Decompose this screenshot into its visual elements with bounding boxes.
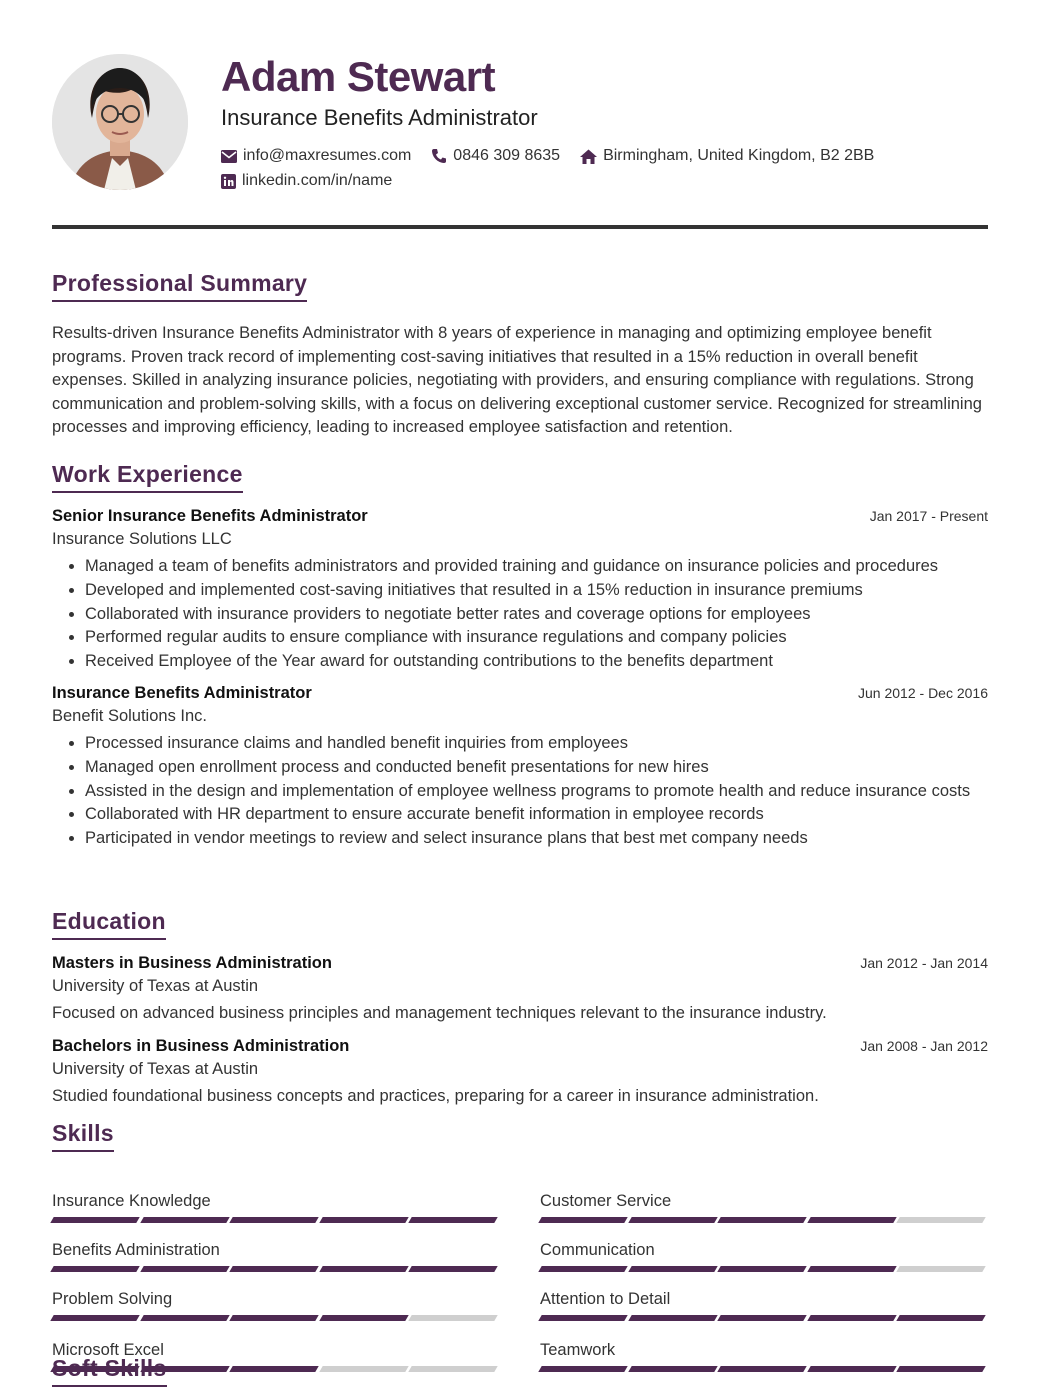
skill-level-segment-filled xyxy=(229,1315,318,1321)
skills-heading: Skills xyxy=(52,1120,114,1152)
linkedin-icon xyxy=(221,174,236,189)
skill-level-segment-filled xyxy=(538,1315,627,1321)
job-bullet: • Developed and implemented cost-saving initiatives that resulted in a 15% reduction in insurance premiums xyxy=(85,579,988,603)
skill-level-segment-filled xyxy=(140,1217,229,1223)
skill-item xyxy=(540,1192,988,1223)
education-heading: Education xyxy=(52,908,166,940)
skill-item xyxy=(52,1290,500,1321)
job-dates: Jun 2012 - Dec 2016 xyxy=(858,684,988,701)
job-bullet: • Processed insurance claims and handled benefit inquiries from employees xyxy=(85,732,988,756)
skill-level-segment-filled xyxy=(717,1217,806,1223)
job-title: Senior Insurance Benefits Administrator xyxy=(52,507,368,525)
job-company: Benefit Solutions Inc. xyxy=(52,706,208,725)
skill-level-segment-filled xyxy=(717,1266,806,1272)
skill-level-segment-filled xyxy=(717,1315,806,1321)
summary-text: Results-driven Insurance Benefits Administrator with 8 years of experience in managing and optimizing employee benefit programs. Proven track record of implementing cost-saving initiatives that resulted in a 15% reduction in overall benefit expenses. Skilled in analyzing insurance policies, negotiating with providers, and ensuring compliance with regulations. Strong communication and problem-solving skills, with a focus on delivering exceptional customer service. Recognized for streamlining processes and improving efficiency, leading to increased employee satisfaction and retention. xyxy=(52,324,982,436)
job-bullet: • Assisted in the design and implementation of employee wellness programs to promote health and reduce insurance costs xyxy=(85,780,988,804)
skill-level-segment-filled xyxy=(140,1266,229,1272)
job-bullets xyxy=(52,555,988,674)
linkedin-text: linkedin.com/in/name xyxy=(242,172,393,189)
skill-level-segment-filled xyxy=(807,1217,896,1223)
skill-level-segment-filled xyxy=(807,1266,896,1272)
skills-section xyxy=(52,1120,988,1359)
skill-level-segment-empty xyxy=(897,1217,986,1223)
skill-level-segment-filled xyxy=(140,1315,229,1321)
candidate-name: Adam Stewart xyxy=(221,53,496,100)
job-title: Insurance Benefits Administrator xyxy=(52,683,312,702)
education-dates: Jan 2008 - Jan 2012 xyxy=(860,1038,988,1054)
school-name: University of Texas at Austin xyxy=(52,1060,259,1078)
skill-level-segment-filled xyxy=(319,1315,408,1321)
email-text: info@maxresumes.com xyxy=(243,147,412,164)
skill-name: Customer Service xyxy=(540,1192,672,1210)
job-bullet: • Managed open enrollment process and conducted benefit presentations for new hires xyxy=(85,756,988,780)
skill-level-segment-filled xyxy=(50,1217,139,1223)
skill-level-segment-filled xyxy=(50,1315,139,1321)
skill-level-bar xyxy=(52,1315,500,1321)
job-bullet: • Received Employee of the Year award for outstanding contributions to the benefits department xyxy=(85,650,988,674)
skill-name: Benefits Administration xyxy=(52,1241,220,1259)
avatar xyxy=(52,54,188,190)
job-bullet: • Performed regular audits to ensure compliance with insurance regulations and company policies xyxy=(85,626,988,650)
education-description: Focused on advanced business principles and management techniques relevant to the insurance industry. xyxy=(52,1004,827,1022)
job-bullet: • Collaborated with insurance providers to negotiate better rates and coverage options for employees xyxy=(85,603,988,627)
skill-level-segment-filled xyxy=(319,1217,408,1223)
skill-name: Problem Solving xyxy=(52,1290,173,1308)
job-bullets xyxy=(52,732,988,851)
education-entry xyxy=(52,1037,988,1106)
education-description: Studied foundational business concepts and practices, preparing for a career in insurance administration. xyxy=(52,1087,819,1105)
phone-icon xyxy=(431,148,447,164)
skill-level-segment-filled xyxy=(807,1315,896,1321)
skill-level-segment-filled xyxy=(229,1266,318,1272)
skill-level-bar xyxy=(52,1266,500,1272)
degree-title: Bachelors in Business Administration xyxy=(52,1037,350,1055)
resume-page xyxy=(52,0,988,1381)
location-text: Birmingham, United Kingdom, B2 2BB xyxy=(603,147,875,164)
skill-level-bar xyxy=(540,1266,988,1272)
skill-level-segment-filled xyxy=(628,1217,717,1223)
envelope-icon xyxy=(221,150,237,163)
skill-name: Microsoft Excel xyxy=(52,1341,164,1359)
job-entry xyxy=(52,507,988,674)
avatar-portrait xyxy=(52,54,188,190)
skill-level-bar xyxy=(540,1217,988,1223)
experience-section xyxy=(52,461,988,851)
skill-name: Attention to Detail xyxy=(540,1290,671,1308)
summary-heading: Professional Summary xyxy=(52,270,307,302)
education-dates: Jan 2012 - Jan 2014 xyxy=(860,955,988,971)
skill-level-segment-filled xyxy=(538,1217,627,1223)
skill-level-segment-filled xyxy=(628,1266,717,1272)
contact-email[interactable] xyxy=(221,147,411,165)
summary-section xyxy=(52,270,988,440)
skill-level-segment-filled xyxy=(409,1217,498,1223)
job-bullet: • Managed a team of benefits administrators and provided training and guidance on insurance policies and procedures xyxy=(85,555,988,579)
skill-name: Teamwork xyxy=(540,1341,616,1359)
school-name: University of Texas at Austin xyxy=(52,977,259,995)
skill-level-segment-filled xyxy=(628,1315,717,1321)
contact-info xyxy=(221,144,894,194)
skill-item xyxy=(540,1290,988,1321)
job-entry xyxy=(52,684,988,851)
contact-linkedin[interactable] xyxy=(221,172,392,190)
skill-name: Insurance Knowledge xyxy=(52,1192,211,1210)
candidate-title: Insurance Benefits Administrator xyxy=(221,105,538,130)
skill-item xyxy=(52,1241,500,1272)
soft-skills-section xyxy=(52,1355,988,1387)
skill-level-segment-filled xyxy=(897,1315,986,1321)
header-divider xyxy=(52,225,988,229)
job-bullet: • Participated in vendor meetings to review and select insurance plans that best met company needs xyxy=(85,827,988,851)
skill-item xyxy=(540,1241,988,1272)
education-entry xyxy=(52,954,988,1023)
resume-header xyxy=(52,0,988,230)
skill-item xyxy=(52,1192,500,1223)
skill-level-bar xyxy=(52,1217,500,1223)
skill-name: Communication xyxy=(540,1241,655,1259)
contact-location xyxy=(580,147,874,165)
phone-text: 0846 309 8635 xyxy=(453,147,561,164)
skill-level-segment-filled xyxy=(50,1266,139,1272)
job-dates: Jan 2017 - Present xyxy=(869,508,988,524)
job-bullet: • Collaborated with HR department to ensure accurate benefit information in employee records xyxy=(85,803,988,827)
contact-phone[interactable] xyxy=(431,147,560,165)
education-section xyxy=(52,908,988,1106)
skill-level-segment-empty xyxy=(409,1315,498,1321)
soft-skills-heading: Soft Skills xyxy=(52,1355,167,1387)
degree-title: Masters in Business Administration xyxy=(52,954,332,972)
skill-level-bar xyxy=(540,1315,988,1321)
skill-level-segment-filled xyxy=(319,1266,408,1272)
skill-level-segment-filled xyxy=(229,1217,318,1223)
skill-level-segment-empty xyxy=(897,1266,986,1272)
experience-heading: Work Experience xyxy=(52,461,243,493)
job-company: Insurance Solutions LLC xyxy=(52,530,232,548)
skill-level-segment-filled xyxy=(538,1266,627,1272)
home-icon xyxy=(580,149,597,164)
skill-level-segment-filled xyxy=(409,1266,498,1272)
